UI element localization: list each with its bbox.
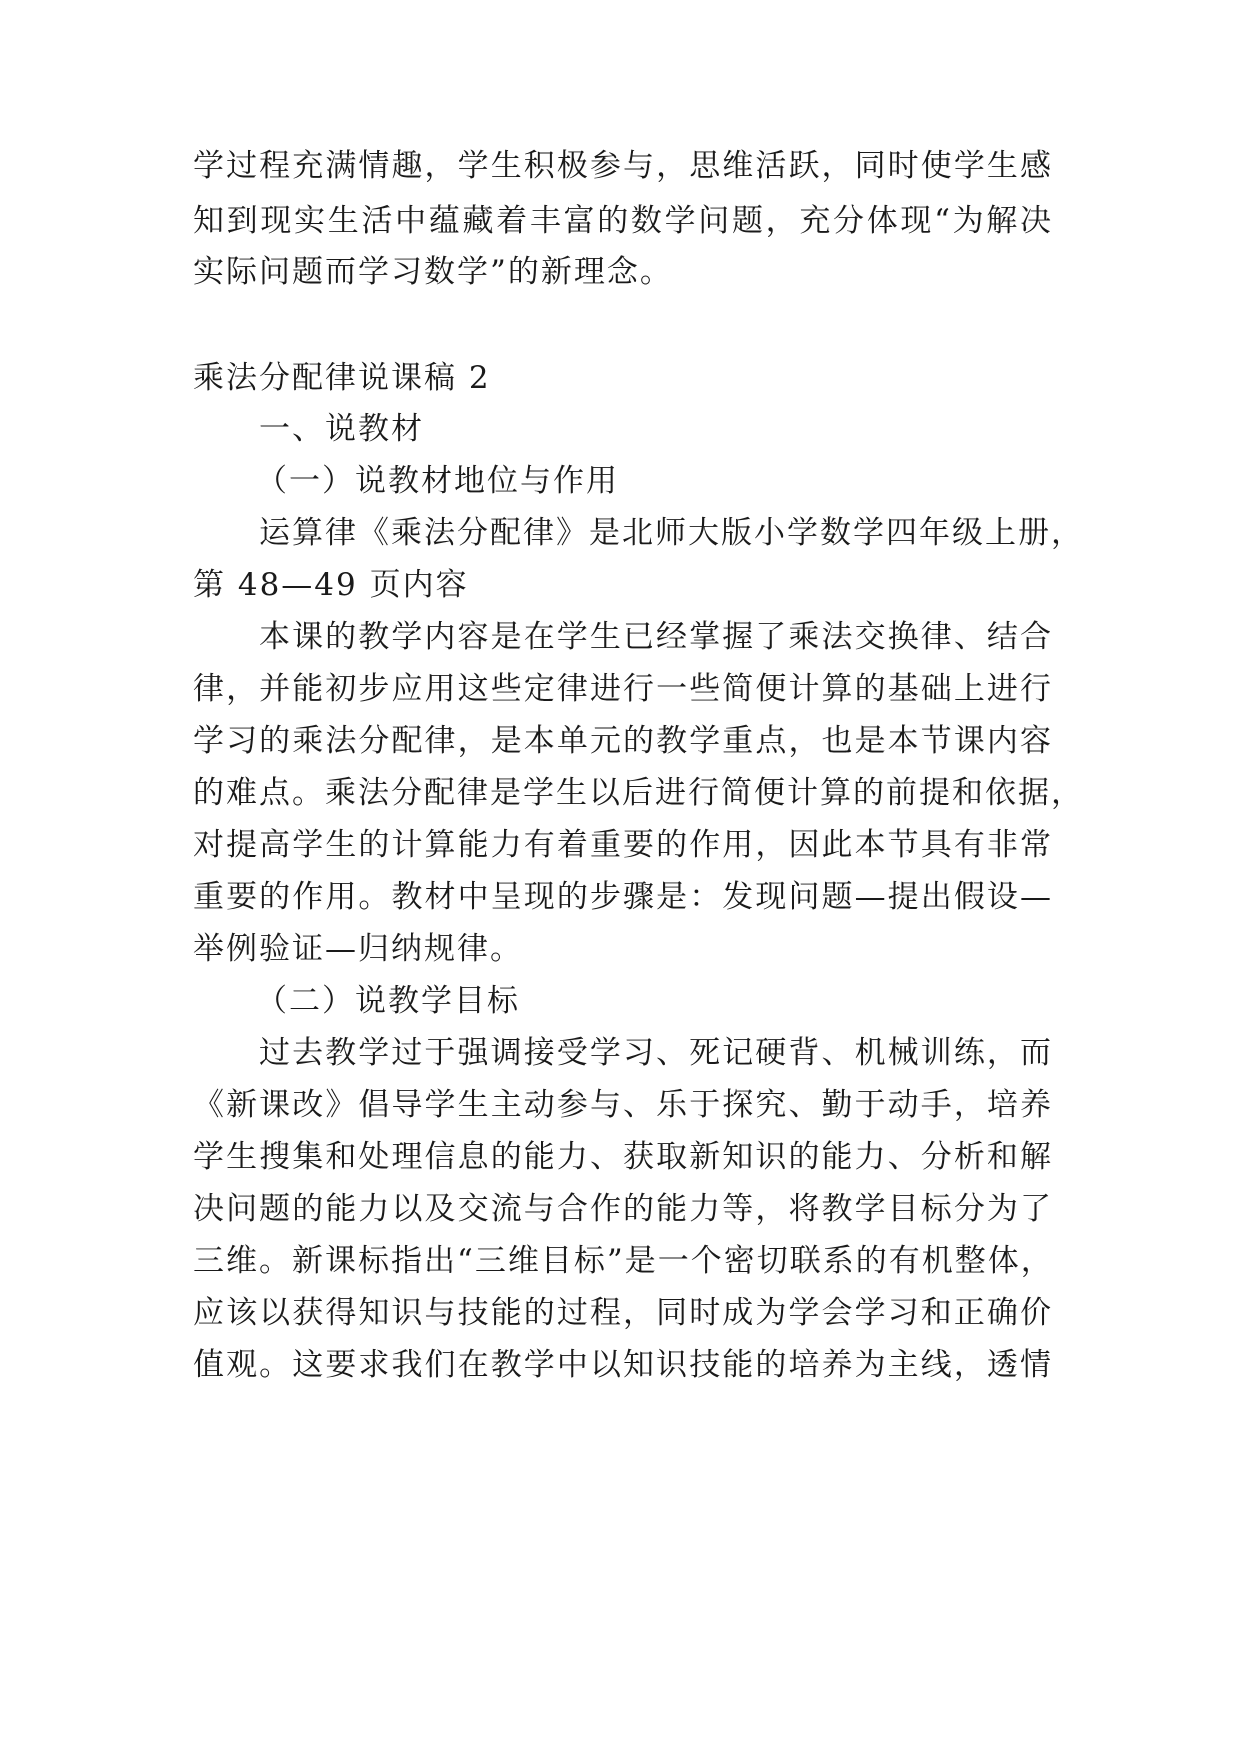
paragraph-line: 知到现实生活中蕴藏着丰富的数学问题，充分体现“为解决 — [193, 203, 1053, 239]
paragraph-line: 重要的作用。教材中呈现的步骤是：发现问题—提出假设— — [193, 879, 1053, 915]
paragraph-line: 《新课改》倡导学生主动参与、乐于探究、勤于动手，培养 — [193, 1087, 1053, 1123]
paragraph-line: 学生搜集和处理信息的能力、获取新知识的能力、分析和解 — [193, 1139, 1053, 1175]
heading-level-2: （一）说教材地位与作用 — [256, 463, 619, 499]
paragraph-line: 决问题的能力以及交流与合作的能力等，将教学目标分为了 — [193, 1191, 1053, 1227]
section-title: 乘法分配律说课稿 2 — [193, 360, 491, 396]
paragraph-line: 学习的乘法分配律，是本单元的教学重点，也是本节课内容 — [193, 723, 1053, 759]
paragraph-line: 运算律《乘法分配律》是北师大版小学数学四年级上册， — [259, 515, 1084, 551]
paragraph-line: 本课的教学内容是在学生已经掌握了乘法交换律、结合 — [259, 619, 1053, 655]
paragraph-line: 举例验证—归纳规律。 — [193, 931, 523, 967]
paragraph-line: 律，并能初步应用这些定律进行一些简便计算的基础上进行 — [193, 671, 1053, 707]
paragraph-line: 的难点。乘法分配律是学生以后进行简便计算的前提和依据， — [193, 775, 1084, 811]
paragraph-line: 学过程充满情趣，学生积极参与，思维活跃，同时使学生感 — [193, 148, 1053, 184]
heading-level-2: （二）说教学目标 — [256, 983, 520, 1019]
paragraph-line: 第 48—49 页内容 — [193, 567, 469, 603]
paragraph-line: 过去教学过于强调接受学习、死记硬背、机械训练，而 — [259, 1035, 1053, 1071]
paragraph-line: 对提高学生的计算能力有着重要的作用，因此本节具有非常 — [193, 827, 1053, 863]
paragraph-line: 三维。新课标指出“三维目标”是一个密切联系的有机整体， — [193, 1243, 1054, 1279]
heading-level-1: 一、说教材 — [259, 411, 424, 447]
paragraph-line: 应该以获得知识与技能的过程，同时成为学会学习和正确价 — [193, 1295, 1053, 1331]
paragraph-line: 值观。这要求我们在教学中以知识技能的培养为主线，透情 — [193, 1347, 1053, 1383]
paragraph-line: 实际问题而学习数学”的新理念。 — [193, 254, 673, 290]
